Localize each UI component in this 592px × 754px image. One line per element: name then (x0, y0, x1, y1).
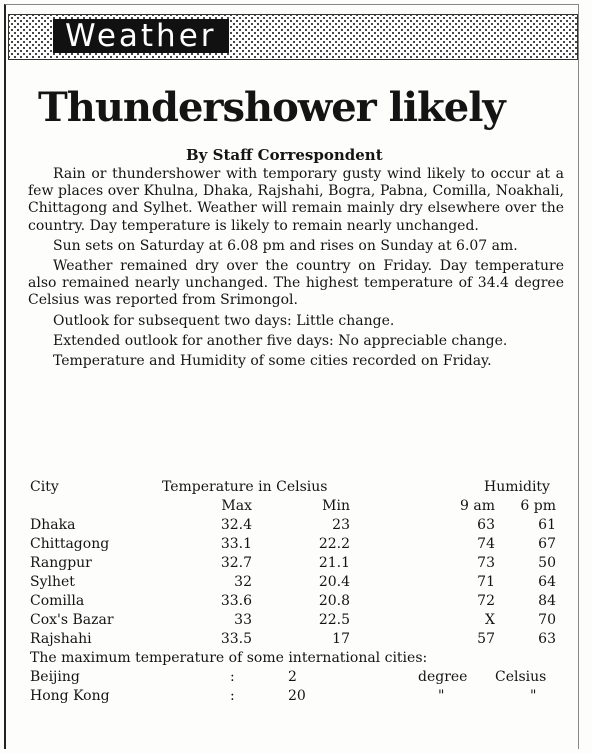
table-header-row (30, 478, 570, 497)
humidity-6pm: 64 (538, 574, 556, 590)
humidity-9am: 74 (477, 536, 495, 552)
table-row (30, 516, 570, 535)
header-city: City (30, 479, 59, 495)
header-max: Max (221, 498, 252, 514)
weather-table (30, 478, 570, 706)
header-humidity: Humidity (484, 479, 550, 495)
city-name: Chittagong (30, 536, 110, 552)
max-temp: 33.1 (220, 536, 252, 552)
intl-degree: degree (418, 669, 468, 685)
min-temp: 22.2 (318, 536, 350, 552)
min-temp: 22.5 (318, 612, 350, 628)
headline: Thundershower likely (38, 84, 505, 131)
paragraph: Outlook for subsequent two days: Little change. (53, 312, 395, 329)
humidity-6pm: 70 (538, 612, 556, 628)
max-temp: 32.7 (220, 555, 252, 571)
intl-value: 2 (288, 669, 297, 685)
table-row (30, 630, 570, 649)
min-temp: 17 (332, 631, 350, 647)
min-temp: 20.8 (318, 593, 350, 609)
international-row (30, 668, 570, 687)
intl-city: Hong Kong (30, 688, 110, 704)
paragraph: Rain or thundershower with temporary gusty wind likely to occur at a few places over Khulna, Dhaka, Rajshahi, Bogra, Pabna, Comilla, Noakhali, Chittagong and Sylhet. Weather will remain mainly dry elsewhere over the country. Day temperature is likely to remain nearly unchanged. (28, 166, 564, 234)
header-9am: 9 am (460, 498, 495, 514)
humidity-6pm: 84 (538, 593, 556, 609)
humidity-9am: X (485, 612, 495, 628)
byline: By Staff Correspondent (186, 146, 383, 164)
header-6pm: 6 pm (520, 498, 556, 514)
table-row (30, 573, 570, 592)
paragraph: Extended outlook for another five days: No appreciable change. (53, 332, 508, 349)
humidity-9am: 71 (477, 574, 495, 590)
intl-city: Beijing (30, 669, 80, 685)
humidity-9am: 63 (477, 517, 495, 533)
max-temp: 33.6 (220, 593, 252, 609)
humidity-6pm: 50 (538, 555, 556, 571)
table-subheader-row (30, 497, 570, 516)
ditto-mark: " (438, 688, 445, 704)
paragraph: Temperature and Humidity of some cities recorded on Friday. (53, 353, 492, 370)
humidity-9am: 57 (477, 631, 495, 647)
city-name: Comilla (30, 593, 85, 609)
intl-colon: : (230, 688, 235, 704)
paragraph: Sun sets on Saturday at 6.08 pm and rises on Sunday at 6.07 am. (53, 237, 518, 254)
intl-colon: : (230, 669, 235, 685)
header-min: Min (322, 498, 350, 514)
city-name: Cox's Bazar (30, 612, 114, 628)
city-name: Sylhet (30, 574, 75, 590)
city-name: Dhaka (30, 517, 76, 533)
section-label: Weather (53, 19, 229, 53)
section-banner (8, 14, 578, 60)
international-row (30, 687, 570, 706)
table-row (30, 554, 570, 573)
min-temp: 20.4 (318, 574, 350, 590)
table-row (30, 535, 570, 554)
intl-celsius: Celsius (495, 669, 547, 685)
max-temp: 33.5 (220, 631, 252, 647)
humidity-9am: 72 (477, 593, 495, 609)
humidity-6pm: 61 (538, 517, 556, 533)
intl-value: 20 (288, 688, 306, 704)
city-name: Rangpur (30, 555, 92, 571)
humidity-9am: 73 (477, 555, 495, 571)
table-row (30, 592, 570, 611)
min-temp: 21.1 (318, 555, 350, 571)
humidity-6pm: 63 (538, 631, 556, 647)
paragraph: Weather remained dry over the country on Friday. Day temperature also remained nearly unchanged. The highest temperature of 34.4 degree Celsius was reported from Srimongol. (28, 258, 564, 309)
max-temp: 33 (234, 612, 252, 628)
city-name: Rajshahi (30, 631, 92, 647)
international-title: The maximum temperature of some international cities: (30, 650, 428, 666)
humidity-6pm: 67 (538, 536, 556, 552)
max-temp: 32.4 (220, 517, 252, 533)
ditto-mark: " (530, 688, 537, 704)
table-row (30, 611, 570, 630)
header-temperature: Temperature in Celsius (162, 479, 328, 495)
article-body (28, 166, 564, 373)
max-temp: 32 (234, 574, 252, 590)
min-temp: 23 (332, 517, 350, 533)
